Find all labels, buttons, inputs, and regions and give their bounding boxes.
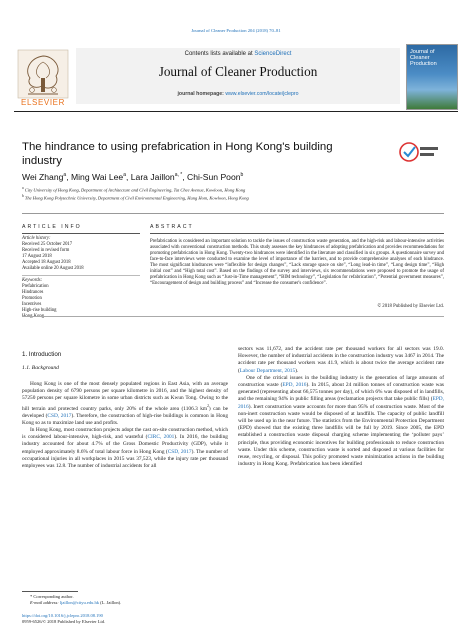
citation-link[interactable]: EPD, 2016 [282, 382, 307, 389]
paragraph: In Hong Kong, most construction projects adopt the cast on-site construction method, which is considered labour-intensive, high-risk, and wasteful (CIRC, 2001). In 2016, the building industry accounted for about 4.7% of the Gross Domestic Productivity (GDP), while it employed approximately 8.6% of total labour force in Hong Kong (CSD, 2017). The number of occupational injuries in all workplaces in 2015 was 37,523, while the injury rate per thousand employees was 12.8. The number of industrial accidents for all [22, 427, 228, 470]
doi-link[interactable]: https://doi.org/10.1016/j.jclepro.2018.08.190 [22, 613, 103, 618]
author-affiliation-mark: a [123, 172, 126, 179]
author-name[interactable]: Wei Zhang [22, 172, 64, 182]
history-line: 17 August 2018 [22, 254, 52, 260]
article-history [22, 236, 142, 272]
masthead-divider [14, 111, 458, 112]
journal-reference-text: Journal of Cleaner Production 204 (2018) 70–81 [191, 28, 281, 33]
keyword: Hong Kong [22, 314, 45, 320]
journal-masthead [14, 42, 458, 110]
email-link[interactable]: ljaillon@cityu.edu.hk [59, 600, 99, 606]
affiliation-text: The Hong Kong Polytechnic University, Department of Civil Environmental Engineering, Hung Hom, Kowloon, Hong Kong [24, 195, 249, 201]
affiliation-mark: a [22, 186, 24, 190]
paragraph: sectors was 11,672, and the accident rate per thousand workers for all sectors was 19.0. However, the number of industrial accidents in the construction industry was 3467 in 2014. The accident rate per thousand workers was 41.9, which is about twice the average accident rate (Labour Department, 2015). [238, 346, 444, 374]
journal-title: Journal of Cleaner Production [158, 64, 318, 79]
article-title-line1: The hindrance to using prefabrication in Hong Kong's building [22, 141, 333, 153]
affiliation-mark: b [22, 194, 24, 198]
article-info-rule [22, 233, 140, 234]
contents-prefix: Contents lists available at [184, 51, 255, 57]
author-affiliation-mark: a, * [174, 172, 183, 179]
paragraph: One of the critical issues in the building industry is the generation of large amounts of construction waste (EPD, 2016). In 2015, about 24 million tonnes of construction waste was generated (representing about 66,575 tonnes per day), of which 6% was disposed of in landfills, and the remaining 94% in public filling areas (reclamation projects that take public fills) (EPD, 2016). Inert construction waste accounts for more than 95% of construction waste. Most of the non-inert construction waste would be disposed of at landfills. The capacity of public landfill will be used up in the near future. The statistics from the Environmental Protection Department (EPD) showed that the existing three landfills will be full by 2019. Since 2005, the EPD established a construction waste disposal charging scheme implementing the ‘polluter pays’ principle, thus providing economic incentives for building professionals to reduce construction waste. Under this scheme, construction waste is sorted and disposed at various facilities for reuse, recycling, or disposal. This policy promoted waste minimization actions in the building industry in Hong Kong. Prefabrication has been identified [238, 374, 444, 468]
journal-title-box [76, 48, 400, 104]
author-name[interactable]: Lara Jaillon [130, 172, 175, 182]
citation-link[interactable]: CSD, 2017 [167, 448, 192, 455]
email-line: E-mail address: ljaillon@cityu.edu.hk (L. Jaillon). [30, 600, 122, 606]
footnote [22, 594, 222, 606]
homepage-url-link[interactable]: www.elsevier.com/locate/jclepro [225, 91, 299, 97]
keywords-rule [22, 275, 140, 276]
keywords [22, 278, 142, 320]
citation-link[interactable]: CIRC, 2001 [147, 434, 175, 441]
author-name[interactable]: Chi-Sun Poon [187, 172, 241, 182]
publication-info [22, 613, 222, 625]
affiliation [22, 186, 452, 193]
homepage-label: journal homepage: [177, 91, 226, 97]
publisher-wordmark: ELSEVIER [21, 98, 65, 107]
citation-link[interactable]: CSD, 2017 [47, 412, 72, 419]
copyright-notice: © 2018 Published by Elsevier Ltd. [377, 304, 444, 309]
journal-reference [0, 28, 472, 33]
affiliation-text: City University of Hong Kong, Department of Architecture and Civil Engineering, Tat Chee Avenue, Kowloon, Hong Kong [24, 187, 246, 193]
check-for-updates-icon[interactable] [398, 141, 440, 163]
article-title [22, 140, 382, 168]
history-line: Received 25 October 2017 [22, 242, 73, 248]
left-column-text [22, 381, 228, 470]
section-heading: 1. Introduction [22, 351, 62, 358]
paragraph: Hong Kong is one of the most densely populated regions in East Asia, with an average population density of 6790 persons per square kilometre in 2016, and the highest density of 57250 persons per square kilometre in some urban districts such as Kwun Tong. Owing to the hill terrain and protected country parks, only 20% of the whole area (1106.3 $km^2$) can be developed (CSD, 2017). Therefore, the construction of high-rise buildings is common in Hong Kong so as to maximize land use and profits. [22, 381, 229, 426]
affiliation [22, 194, 452, 201]
abstract-heading: ABSTRACT [150, 224, 194, 230]
abstract-rule [150, 233, 444, 234]
citation-link[interactable]: EPD, 2016 [238, 396, 444, 410]
elsevier-tree-logo-icon [16, 48, 70, 104]
sciencedirect-link[interactable]: ScienceDirect [254, 51, 292, 57]
author-list: Wei Zhang$^a$, Ming Wai Lee$^a$, Lara Jaillon$^{a, *}$, Chi-Sun Poon$^b$ [22, 172, 244, 182]
citation-link[interactable]: Labour Department, 2015 [239, 367, 296, 374]
subsection-heading: 1.1. Background [22, 365, 59, 371]
keyword: Hindrances [22, 290, 44, 296]
article-info-heading: ARTICLE INFO [22, 224, 82, 230]
right-column-text [238, 346, 444, 468]
footnote-rule [22, 591, 78, 592]
homepage-line [76, 91, 400, 97]
history-line: Available online 20 August 2018 [22, 266, 84, 272]
abstract-text: Prefabrication is considered an important solution to tackle the issues of construction waste generation, and the high-risk and labour-intensive activities associated with conventional construction methods. This study assesses the key hindrances of adopting prefabrication and provides recommendations for promoting prefabrication in Hong Kong. Twenty-two hindrances were identified in the literature and classified in six groups. A questionnaire survey and face-to-face interviews were conducted to examine the level of importance of the barriers, and to provide comprehensive analyses of each hindrance. The most significant hindrances were “inflexible for design changes”, “Lack storage space on site”, “Long lead-in time”, “Long design time”, “High initial cost” and “High total cost”. Based on the findings of the survey and interviews, six recommendations were proposed to promote the usage of prefabrication in Hong Kong such as “Just-in-Time management”, “BIM technology”, “Legislation for refabrication”, “Potential government measures”, “Encouragement of design and building process” and “Increase the consumer's confidence”. [150, 239, 444, 287]
journal-cover-thumbnail [406, 44, 458, 110]
keyword: Incentives [22, 302, 42, 308]
keywords-label: Keywords: [22, 278, 43, 283]
header-divider [22, 213, 444, 214]
keyword: High-rise building [22, 308, 57, 314]
author-affiliation-mark: a [63, 172, 67, 179]
contents-line [76, 51, 400, 57]
abstract-bottom-divider [22, 316, 444, 317]
corresponding-author-note: * Corresponding author. [30, 594, 74, 599]
keyword: Prefabrication [22, 284, 49, 290]
history-line: Received in revised form [22, 248, 70, 254]
keyword: Promotion [22, 296, 42, 302]
author-affiliation-mark: b [240, 172, 244, 179]
cover-title: Journal of Cleaner Production [410, 49, 437, 68]
issn-line: 0959-6526/© 2018 Published by Elsevier Ltd. [22, 619, 106, 625]
article-title-line2: industry [22, 155, 62, 167]
history-label: Article history: [22, 236, 51, 241]
author-name[interactable]: Ming Wai Lee [70, 172, 124, 182]
history-line: Accepted 18 August 2018 [22, 260, 71, 266]
